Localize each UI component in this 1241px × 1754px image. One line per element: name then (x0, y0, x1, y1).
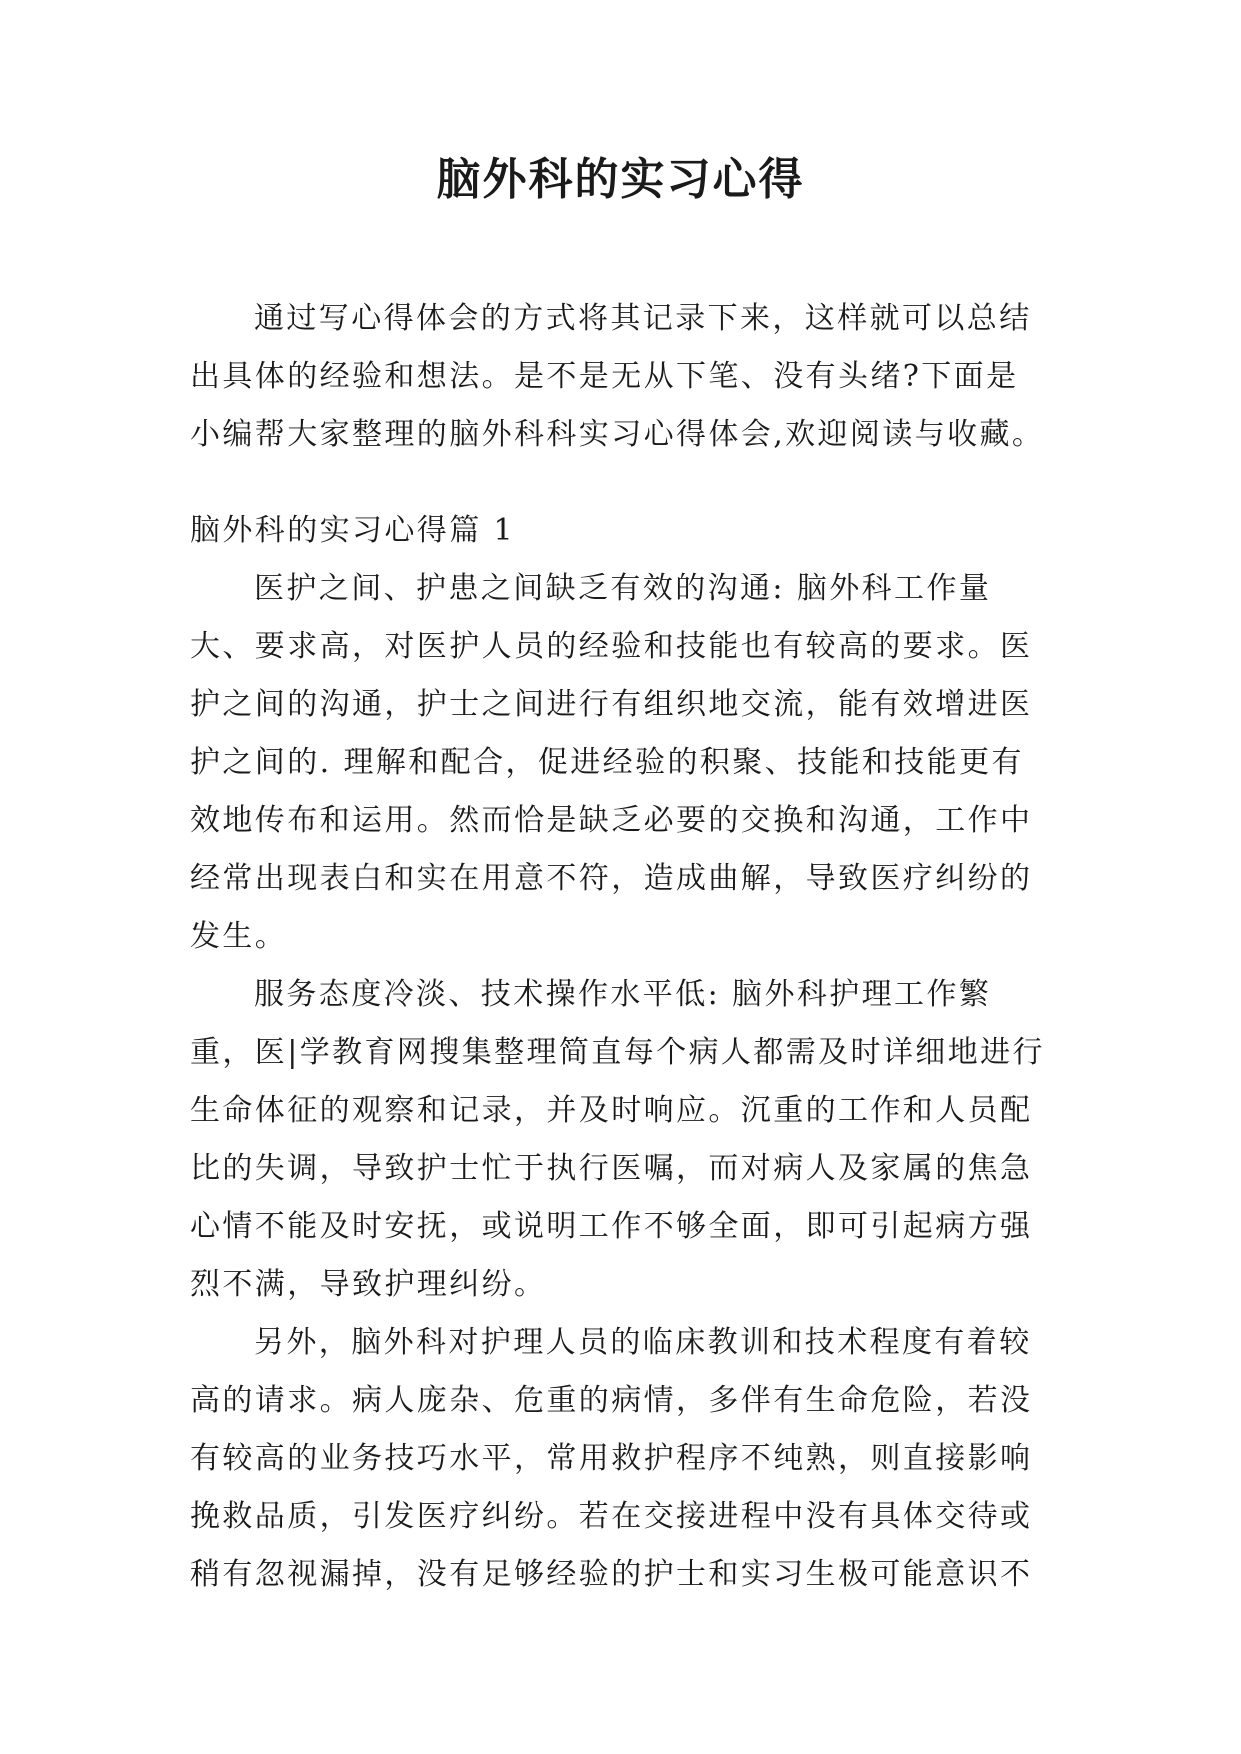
body-paragraph: 服务态度冷淡、技术操作水平低: 脑外科护理工作繁重，医|学教育网搜集整理简直每个病人都需及时详细地进行生命体征的观察和记录，并及时响应。沉重的工作和人员配比的失调，导致护士忙于执行医嘱，而对病人及家属的焦急心情不能及时安抚，或说明工作不够全面，即可引起病方强烈不满，导致护理纠纷。 (190, 977, 1045, 1302)
body-paragraph: 另外，脑外科对护理人员的临床教训和技术程度有着较高的请求。病人庞杂、危重的病情，多伴有生命危险，若没有较高的业务技巧水平，常用救护程序不纯熟，则直接影响挽救品质，引发医疗纠纷。若在交接进程中没有具体交待或稍有忽视漏掉，没有足够经验的护士和实习生极可能意识不 (190, 1325, 1033, 1592)
intro-paragraph: 通过写心得体会的方式将其记录下来，这样就可以总结出具体的经验和想法。是不是无从下笔、没有头绪?下面是小编帮大家整理的脑外科科实习心得体会,欢迎阅读与收藏。 (190, 301, 1045, 452)
body-paragraph: 医护之间、护患之间缺乏有效的沟通: 脑外科工作量大、要求高，对医护人员的经验和技能也有较高的要求。医护之间的沟通，护士之间进行有组织地交流，能有效增进医护之间的. 理解和配合，促进经验的积聚、技能和技能更有效地传布和运用。然而恰是缺乏必要的交换和沟通，工作中经常出现表白和实在用意不符，造成曲解，导致医疗纠纷的发生。 (190, 571, 1033, 954)
section-title: 脑外科的实习心得篇 1 (190, 513, 516, 548)
document-title: 脑外科的实习心得 (436, 154, 805, 205)
document-body (190, 290, 1050, 1604)
